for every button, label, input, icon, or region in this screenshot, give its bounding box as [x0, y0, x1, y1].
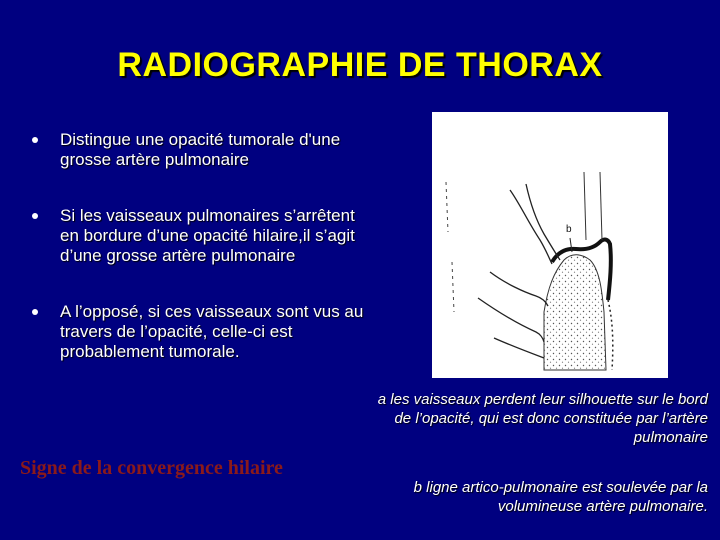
- hilar-diagram-drawing: [432, 112, 668, 378]
- vessel-line: [526, 184, 560, 260]
- opacity-mass: [544, 255, 606, 370]
- caption-b: b ligne artico-pulmonaire est soulevée par la volumineuse artère pulmonaire.: [413, 479, 708, 515]
- bullet-item: [32, 130, 372, 170]
- convergence-sign-label: Signe de la convergence hilaire: [20, 457, 283, 479]
- bullet-list: [32, 130, 372, 362]
- slide-title: RADIOGRAPHIE DE THORAX: [117, 46, 603, 84]
- bullet-dot-icon: [32, 213, 38, 219]
- bullet-text: Si les vaisseaux pulmonaires s’arrêtent en bordure d’une opacité hilaire,il s’agit d’une grosse artère pulmonaire: [60, 206, 355, 265]
- vessel-line: [490, 272, 548, 306]
- bullet-text: A l’opposé, si ces vaisseaux sont vus au travers de l’opacité, celle-ci est probablement tumorale.: [60, 302, 364, 361]
- label-b: b: [566, 224, 572, 235]
- bullet-dot-icon: [32, 309, 38, 315]
- bullet-item: [32, 206, 372, 266]
- hilar-diagram-figure: [432, 112, 668, 378]
- bullet-dot-icon: [32, 137, 38, 143]
- vessel-line: [478, 298, 544, 342]
- caption-a: a les vaisseaux perdent leur silhouette sur le bord de l’opacité, qui est donc constituée par l’artère pulmonaire: [377, 391, 708, 446]
- vessel-line: [494, 338, 544, 358]
- bullet-item: [32, 302, 372, 362]
- bullet-text: Distingue une opacité tumorale d'une grosse artère pulmonaire: [60, 130, 341, 169]
